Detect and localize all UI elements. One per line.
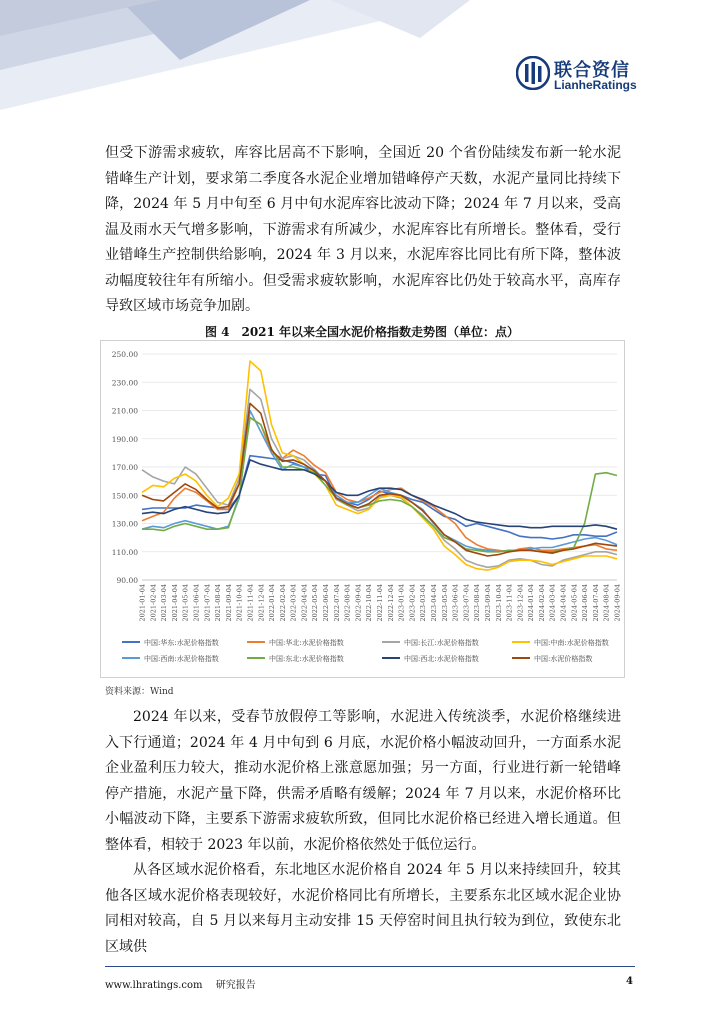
x-tick-label: 2024-02-04 [537,584,546,622]
x-tick-label: 2021-10-04 [235,584,244,622]
x-tick-label: 2022-04-04 [300,584,309,622]
y-tick-label: 250.00 [111,350,138,359]
paragraph-text: 从各区域水泥价格看，东北地区水泥价格自 2024 年 5 月以来持续回升，较其他各区域水泥价格表现较好，水泥价格同比有所增长，主要系东北区域水泥企业协同相对较高，自 5 月以来每月主动安排 15 天停窑时间且执行较为到位，致使东北区域供 [105,862,621,955]
lianhe-logo-icon [516,56,550,90]
x-tick-label: 2024-01-04 [527,584,536,622]
x-tick-label: 2021-06-04 [192,584,201,622]
x-tick-label: 2021-07-04 [203,584,212,622]
x-tick-label: 2021-03-04 [160,584,169,622]
x-tick-label: 2021-01-04 [138,584,147,622]
y-tick-label: 130.00 [111,519,138,529]
x-tick-label: 2022-10-04 [365,584,374,622]
legend-label: 中国:中南:水泥价格指数 [534,639,609,647]
x-tick-label: 2021-08-04 [214,584,223,622]
x-tick-label: 2021-04-04 [170,584,179,622]
paragraph-text: 但受下游需求疲软，库容比居高不下影响，全国近 20 个省份陆续发布新一轮水泥错峰生产计划，要求第二季度各水泥企业增加错峰停产天数，水泥产量同比持续下降，2024 年 5 月中旬至 6 月中旬水泥库容比波动下降；2024 年 7 月以来，受高温及雨水天气增多影响，下游需求有所减少，水泥库容比有所增长。整体看，受行业错峰生产控制供给影响，2024 年 3 月以来，水泥库容比同比有所下降，整体波动幅度较往年有所缩小。但受需求疲软影响，水泥库容比仍处于较高水平，高库存导致区域市场竞争加剧。 [105,145,621,314]
brand-name-cn: 联合资信 [554,60,630,81]
y-tick-label: 230.00 [111,378,138,388]
x-tick-label: 2023-07-04 [462,584,471,622]
x-tick-label: 2023-01-04 [397,584,406,622]
body-paragraph-1 [105,141,621,320]
x-tick-label: 2023-04-04 [429,584,438,622]
x-tick-label: 2022-07-04 [332,584,341,622]
y-tick-label: 190.00 [111,434,138,444]
legend-label: 中国:东北:水泥价格指数 [269,655,344,663]
x-tick-label: 2023-11-04 [505,584,514,622]
x-tick-label: 2024-09-04 [613,584,622,622]
x-tick-label: 2023-06-04 [451,584,460,622]
y-tick-label: 90.00 [116,576,138,585]
x-tick-label: 2024-04-04 [559,584,568,622]
x-tick-label: 2022-06-04 [322,584,331,622]
x-tick-label: 2022-09-04 [354,584,363,622]
body-paragraph-2 [105,705,621,858]
y-tick-label: 170.00 [111,463,138,472]
brand-name-en: LianheRatings [554,78,637,92]
x-tick-label: 2021-02-04 [149,584,158,622]
x-tick-label: 2024-06-04 [581,584,590,622]
paragraph-text: 2024 年以来，受春节放假停工等影响，水泥进入传统淡季，水泥价格继续进入下行通道；2024 年 4 月中旬到 6 月底，水泥价格小幅波动回升，一方面系水泥企业盈利压力较大，推动水泥价格上涨意愿加强；另一方面，行业进行新一轮错峰停产措施，水泥产量下降，供需矛盾略有缓解；2024 年 7 月以来，水泥价格环比小幅波动下降，主要系下游需求疲软所致，但同比水泥价格已经进入增长通道。但整体看，相较于 2023 年以前，水泥价格依然处于低位运行。 [105,709,621,853]
x-tick-label: 2021-05-04 [181,584,190,622]
footer-divider [105,966,635,967]
x-tick-label: 2023-03-04 [419,584,428,622]
x-tick-label: 2022-08-04 [343,584,352,622]
x-tick-label: 2024-08-04 [602,584,611,622]
x-tick-label: 2023-12-04 [516,584,525,622]
x-tick-label: 2023-05-04 [440,584,449,622]
x-tick-label: 2024-05-04 [570,584,579,622]
footer-website[interactable]: www.lhratings.com [105,980,203,991]
x-tick-label: 2022-12-04 [386,584,395,622]
page-number: 4 [626,976,633,987]
x-tick-label: 2023-08-04 [473,584,482,622]
figure-title: 图 4 2021 年以来全国水泥价格指数走势图（单位：点） [204,325,520,339]
x-tick-label: 2021-09-04 [224,584,233,622]
x-tick-label: 2022-01-04 [268,584,277,622]
x-tick-label: 2024-03-04 [548,584,557,622]
x-tick-label: 2024-07-04 [591,584,600,622]
legend-label: 中国:西北:水泥价格指数 [404,655,479,663]
body-paragraph-3 [105,858,621,960]
x-tick-label: 2023-10-04 [494,584,503,622]
x-tick-label: 2023-09-04 [483,584,492,622]
legend-label: 中国:华东:水泥价格指数 [144,639,219,647]
legend-label: 中国:长江:水泥价格指数 [404,639,479,647]
x-tick-label: 2022-03-04 [289,584,298,622]
cement-price-index-chart [100,340,625,678]
footer-left [105,976,266,991]
y-tick-label: 150.00 [111,491,138,501]
x-tick-label: 2022-02-04 [278,584,287,622]
legend-label: 中国:西南:水泥价格指数 [144,655,219,663]
brand-logo [516,56,656,96]
x-tick-label: 2022-05-04 [311,584,320,622]
legend-label: 中国:水泥价格指数 [534,655,593,663]
footer-report-type: 研究报告 [215,980,256,991]
x-tick-label: 2021-12-04 [257,584,266,622]
figure-source: 资料来源：Wind [105,687,174,697]
x-tick-label: 2023-02-04 [408,584,417,622]
x-tick-label: 2021-11-04 [246,584,255,622]
y-tick-label: 110.00 [111,547,138,557]
y-tick-label: 210.00 [111,406,138,416]
legend-label: 中国:华北:水泥价格指数 [269,639,344,647]
x-tick-label: 2022-11-04 [376,584,384,622]
